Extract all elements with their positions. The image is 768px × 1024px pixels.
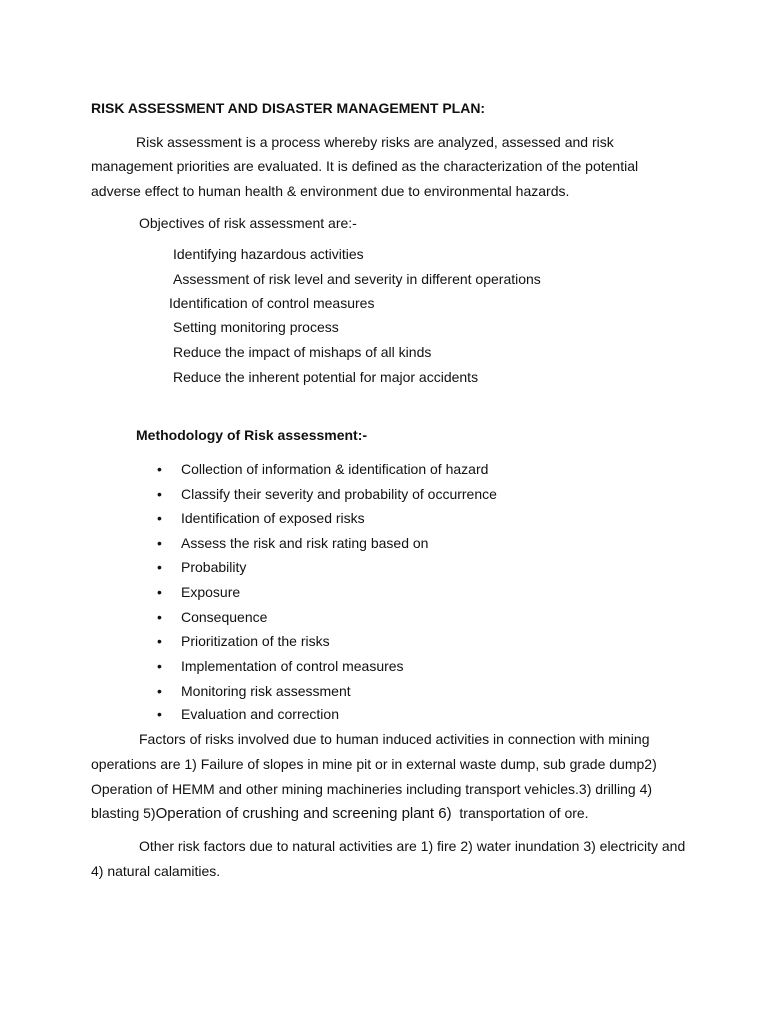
bullet-icon: • bbox=[157, 683, 162, 699]
bullet-icon: • bbox=[157, 609, 162, 625]
objective-item: Identifying hazardous activities bbox=[173, 246, 364, 262]
intro-line-2: management priorities are evaluated. It is defined as the characterization of the potential bbox=[91, 158, 639, 174]
factors-line-4-part-c: transportation of ore. bbox=[451, 805, 589, 821]
factors-line-4-part-a: blasting 5) bbox=[91, 805, 156, 821]
natural-line-1: Other risk factors due to natural activities are 1) fire 2) water inundation 3) electricity and bbox=[139, 838, 686, 854]
methodology-item-text: Consequence bbox=[181, 609, 268, 625]
methodology-item-text: Monitoring risk assessment bbox=[181, 683, 351, 699]
bullet-icon: • bbox=[157, 633, 162, 649]
methodology-item bbox=[0, 486, 768, 506]
intro-line-1: Risk assessment is a process whereby risks are analyzed, assessed and risk bbox=[136, 134, 614, 150]
factors-line-3: Operation of HEMM and other mining machineries including transport vehicles.3) drilling 4) bbox=[91, 781, 653, 797]
methodology-item-text: Prioritization of the risks bbox=[181, 633, 330, 649]
methodology-item bbox=[0, 658, 768, 678]
methodology-item-text: Assess the risk and risk rating based on bbox=[181, 535, 429, 551]
objective-item: Reduce the inherent potential for major accidents bbox=[173, 369, 479, 385]
methodology-item bbox=[0, 683, 768, 703]
methodology-item bbox=[0, 535, 768, 555]
methodology-item-text: Exposure bbox=[181, 584, 241, 600]
methodology-heading: Methodology of Risk assessment:- bbox=[136, 427, 368, 443]
methodology-item bbox=[0, 461, 768, 481]
objective-item: Identification of control measures bbox=[169, 295, 375, 311]
factors-line-4-part-b: Operation of crushing and screening plant 6) bbox=[155, 805, 452, 822]
intro-line-3: adverse effect to human health & environment due to environmental hazards. bbox=[91, 183, 570, 199]
bullet-icon: • bbox=[157, 486, 162, 502]
methodology-item-text: Implementation of control measures bbox=[181, 658, 404, 674]
methodology-item-text: Collection of information & identification of hazard bbox=[181, 461, 489, 477]
factors-line-1: Factors of risks involved due to human induced activities in connection with mining bbox=[139, 731, 650, 747]
bullet-icon: • bbox=[157, 461, 162, 477]
methodology-item-text: Identification of exposed risks bbox=[181, 510, 365, 526]
methodology-item bbox=[0, 510, 768, 530]
objective-item: Setting monitoring process bbox=[173, 319, 339, 335]
objectives-heading: Objectives of risk assessment are:- bbox=[139, 215, 357, 231]
bullet-icon: • bbox=[157, 706, 162, 722]
methodology-item bbox=[0, 584, 768, 604]
methodology-item-text: Evaluation and correction bbox=[181, 706, 339, 722]
bullet-icon: • bbox=[157, 510, 162, 526]
bullet-icon: • bbox=[157, 658, 162, 674]
factors-line-2: operations are 1) Failure of slopes in mine pit or in external waste dump, sub grade dump2) bbox=[91, 756, 657, 772]
factors-line-4 bbox=[91, 805, 589, 822]
methodology-item-text: Classify their severity and probability of occurrence bbox=[181, 486, 497, 502]
bullet-icon: • bbox=[157, 535, 162, 551]
methodology-item bbox=[0, 609, 768, 629]
methodology-item bbox=[0, 633, 768, 653]
bullet-icon: • bbox=[157, 559, 162, 575]
methodology-item bbox=[0, 559, 768, 579]
objective-item: Reduce the impact of mishaps of all kinds bbox=[173, 344, 432, 360]
objective-item: Assessment of risk level and severity in different operations bbox=[173, 271, 541, 287]
methodology-item-text: Probability bbox=[181, 559, 247, 575]
document-title: RISK ASSESSMENT AND DISASTER MANAGEMENT PLAN: bbox=[91, 100, 486, 116]
natural-line-2: 4) natural calamities. bbox=[91, 863, 221, 879]
methodology-item bbox=[0, 706, 768, 726]
bullet-icon: • bbox=[157, 584, 162, 600]
